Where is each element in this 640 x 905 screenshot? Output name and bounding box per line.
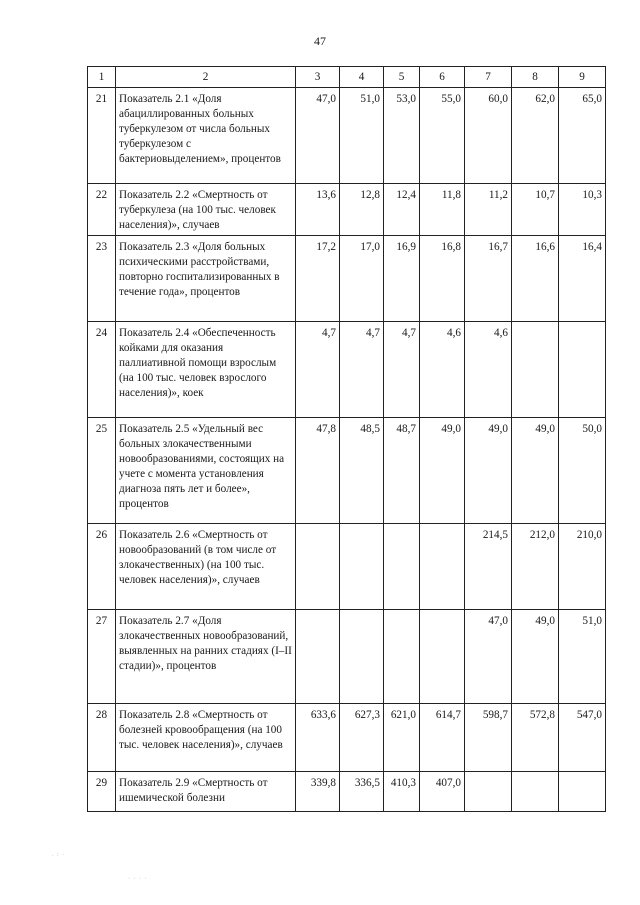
table-row (88, 772, 606, 812)
column-header-1: 1 (88, 67, 116, 88)
indicator-name: Показатель 2.7 «Доля злокачественных новообразований, выявленных на ранних стадиях (I–II стадии)», процентов (116, 610, 296, 704)
table-row (88, 184, 606, 236)
indicator-name: Показатель 2.1 «Доля абациллированных больных туберкулезом от числа больных туберкулезом с бактериовыделением», процентов (116, 88, 296, 184)
indicator-value: 10,7 (512, 184, 559, 236)
indicator-value: 53,0 (384, 88, 420, 184)
table-row (88, 704, 606, 772)
column-header-9: 9 (559, 67, 606, 88)
indicator-value: 62,0 (512, 88, 559, 184)
indicator-value: 49,0 (512, 610, 559, 704)
indicator-value (296, 610, 340, 704)
table-row (88, 610, 606, 704)
indicator-value: 407,0 (420, 772, 465, 812)
indicator-value: 50,0 (559, 418, 606, 524)
indicator-name: Показатель 2.3 «Доля больных психическими расстройствами, повторно госпитализированных в течение года», процентов (116, 236, 296, 322)
indicator-value: 48,7 (384, 418, 420, 524)
indicator-value: 49,0 (420, 418, 465, 524)
indicator-value: 16,8 (420, 236, 465, 322)
indicator-value: 214,5 (465, 524, 512, 610)
column-header-6: 6 (420, 67, 465, 88)
indicator-value: 16,6 (512, 236, 559, 322)
indicator-value (340, 524, 384, 610)
indicator-value: 336,5 (340, 772, 384, 812)
indicator-value: 572,8 (512, 704, 559, 772)
indicator-value: 12,4 (384, 184, 420, 236)
table-row (88, 524, 606, 610)
indicator-value: 47,0 (296, 88, 340, 184)
indicator-name: Показатель 2.2 «Смертность от туберкулеза (на 100 тыс. человек населения)», случаев (116, 184, 296, 236)
indicator-value: 16,7 (465, 236, 512, 322)
indicator-value: 4,7 (340, 322, 384, 418)
indicator-value: 48,5 (340, 418, 384, 524)
indicator-value (559, 322, 606, 418)
indicators-table (87, 66, 606, 812)
column-header-8: 8 (512, 67, 559, 88)
indicator-value: 49,0 (465, 418, 512, 524)
table-row (88, 418, 606, 524)
indicator-value: 55,0 (420, 88, 465, 184)
column-header-5: 5 (384, 67, 420, 88)
indicator-value: 4,6 (465, 322, 512, 418)
row-number: 25 (88, 418, 116, 524)
scan-artifact: · · · · (128, 876, 148, 882)
indicator-value: 47,0 (465, 610, 512, 704)
indicator-value: 598,7 (465, 704, 512, 772)
indicator-value: 621,0 (384, 704, 420, 772)
row-number: 24 (88, 322, 116, 418)
row-number: 27 (88, 610, 116, 704)
indicator-value (384, 524, 420, 610)
indicator-value (559, 772, 606, 812)
indicator-name: Показатель 2.6 «Смертность от новообразований (в том числе от злокачественных) (на 100 тыс. человек населения)», случаев (116, 524, 296, 610)
indicator-value: 12,8 (340, 184, 384, 236)
indicator-value: 4,6 (420, 322, 465, 418)
scan-artifact: . : · (52, 852, 66, 858)
indicator-value: 47,8 (296, 418, 340, 524)
indicator-value: 51,0 (340, 88, 384, 184)
row-number: 28 (88, 704, 116, 772)
indicator-value: 65,0 (559, 88, 606, 184)
indicator-name: Показатель 2.5 «Удельный вес больных злокачественными новообразованиями, состоящих на учете с момента установления диагноза пять лет и более», процентов (116, 418, 296, 524)
indicator-value: 16,9 (384, 236, 420, 322)
table-row (88, 322, 606, 418)
indicator-value: 11,2 (465, 184, 512, 236)
indicator-value (512, 322, 559, 418)
column-header-7: 7 (465, 67, 512, 88)
indicator-value: 4,7 (384, 322, 420, 418)
indicator-value: 51,0 (559, 610, 606, 704)
indicator-value (420, 610, 465, 704)
indicator-value: 17,0 (340, 236, 384, 322)
indicator-name: Показатель 2.9 «Смертность от ишемической болезни (116, 772, 296, 812)
row-number: 22 (88, 184, 116, 236)
column-header-4: 4 (340, 67, 384, 88)
indicator-value: 614,7 (420, 704, 465, 772)
column-header-3: 3 (296, 67, 340, 88)
indicator-value: 17,2 (296, 236, 340, 322)
indicator-name: Показатель 2.8 «Смертность от болезней кровообращения (на 100 тыс. человек населения)», случаев (116, 704, 296, 772)
row-number: 26 (88, 524, 116, 610)
indicator-value: 49,0 (512, 418, 559, 524)
row-number: 23 (88, 236, 116, 322)
table-body (88, 88, 606, 812)
indicator-value (340, 610, 384, 704)
indicator-value (384, 610, 420, 704)
indicator-value (296, 524, 340, 610)
indicator-name: Показатель 2.4 «Обеспеченность койками для оказания паллиативной помощи взрослым (на 100 тыс. человек взрослого населения)», коек (116, 322, 296, 418)
indicator-value (512, 772, 559, 812)
row-number: 21 (88, 88, 116, 184)
indicator-value (465, 772, 512, 812)
indicator-value: 547,0 (559, 704, 606, 772)
indicator-value: 13,6 (296, 184, 340, 236)
indicator-value: 11,8 (420, 184, 465, 236)
table-row (88, 88, 606, 184)
indicator-value (420, 524, 465, 610)
indicator-value: 627,3 (340, 704, 384, 772)
indicator-value: 60,0 (465, 88, 512, 184)
indicator-value: 16,4 (559, 236, 606, 322)
indicator-value: 339,8 (296, 772, 340, 812)
indicator-value: 633,6 (296, 704, 340, 772)
header-row (88, 67, 606, 88)
indicator-value: 10,3 (559, 184, 606, 236)
row-number: 29 (88, 772, 116, 812)
column-header-2: 2 (116, 67, 296, 88)
table-row (88, 236, 606, 322)
page-number: 47 (314, 34, 326, 48)
indicator-value: 4,7 (296, 322, 340, 418)
indicator-value: 410,3 (384, 772, 420, 812)
indicator-value: 210,0 (559, 524, 606, 610)
indicator-value: 212,0 (512, 524, 559, 610)
